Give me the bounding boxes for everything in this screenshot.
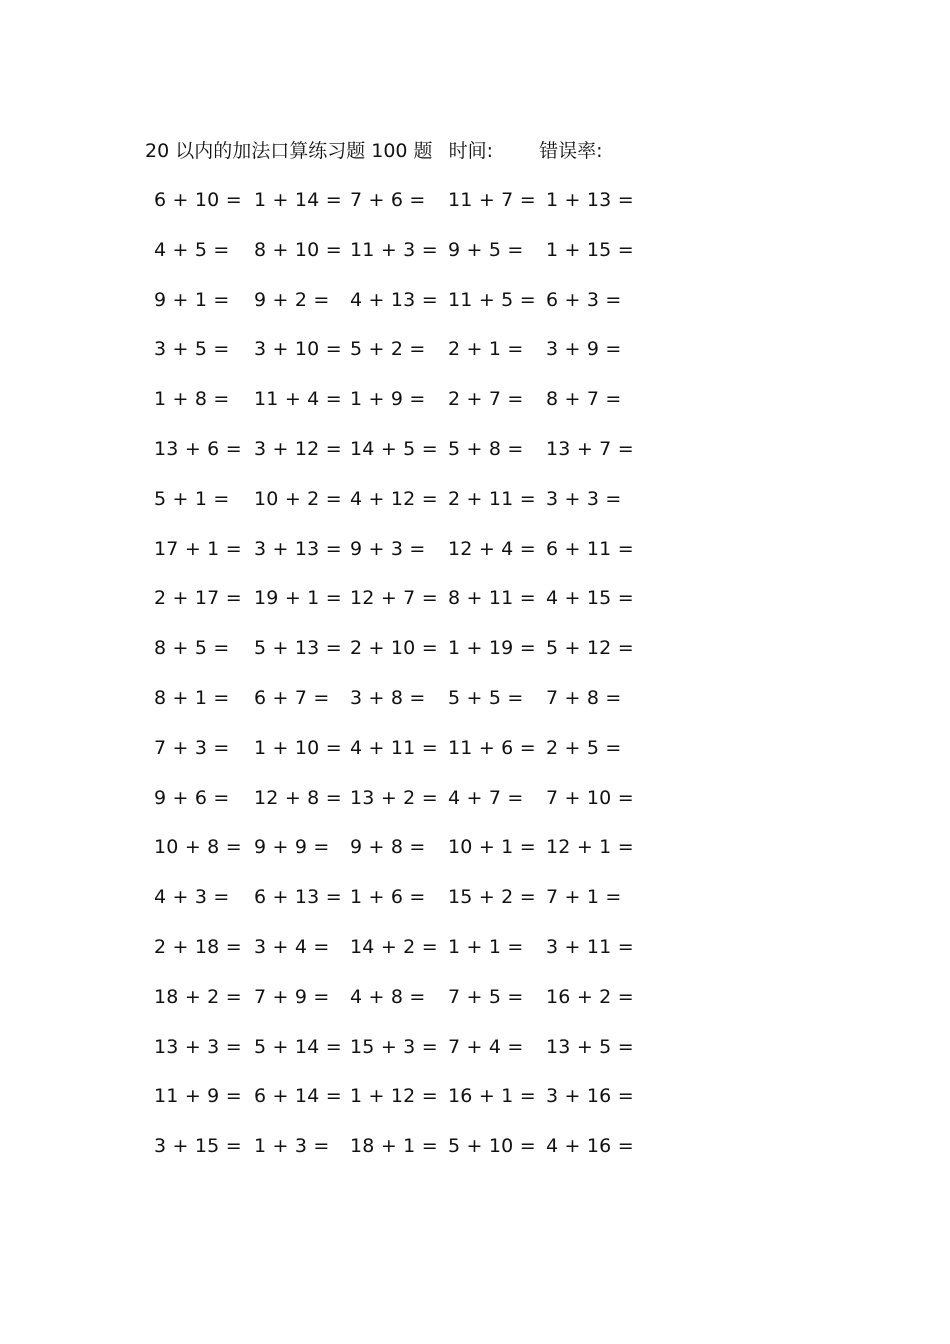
problem-item: 11 + 6 = — [448, 736, 536, 759]
problem-item: 5 + 14 = — [254, 1035, 342, 1058]
problem-item: 5 + 2 = — [350, 338, 426, 361]
problem-item: 15 + 2 = — [448, 886, 536, 909]
problem-item: 4 + 13 = — [350, 288, 438, 311]
problem-item: 3 + 4 = — [254, 935, 330, 958]
problem-item: 11 + 5 = — [448, 288, 536, 311]
problem-item: 19 + 1 = — [254, 587, 342, 610]
problem-item: 11 + 9 = — [154, 1085, 242, 1108]
problem-item: 6 + 13 = — [254, 886, 342, 909]
problem-item: 13 + 2 = — [350, 786, 438, 809]
problem-item: 4 + 7 = — [448, 786, 524, 809]
problem-item: 1 + 6 = — [350, 886, 426, 909]
problem-item: 6 + 7 = — [254, 686, 330, 709]
problem-item: 8 + 1 = — [154, 686, 230, 709]
problem-item: 8 + 5 = — [154, 637, 230, 660]
problem-item: 7 + 10 = — [546, 786, 634, 809]
problem-item: 4 + 3 = — [154, 886, 230, 909]
problem-item: 5 + 8 = — [448, 437, 524, 460]
problem-item: 9 + 1 = — [154, 288, 230, 311]
worksheet-title: 20 以内的加法口算练习题 100 题 — [145, 140, 433, 162]
problem-item: 4 + 16 = — [546, 1135, 634, 1158]
problem-item: 8 + 11 = — [448, 587, 536, 610]
problem-item: 16 + 1 = — [448, 1085, 536, 1108]
problem-item: 9 + 3 = — [350, 537, 426, 560]
problem-item: 13 + 7 = — [546, 437, 634, 460]
problem-item: 13 + 3 = — [154, 1035, 242, 1058]
problem-item: 6 + 14 = — [254, 1085, 342, 1108]
problem-item: 1 + 15 = — [546, 238, 634, 261]
problem-item: 7 + 5 = — [448, 985, 524, 1008]
problem-item: 1 + 9 = — [350, 388, 426, 411]
problem-item: 6 + 10 = — [154, 189, 242, 211]
problem-item: 9 + 5 = — [448, 238, 524, 261]
problem-item: 3 + 15 = — [154, 1135, 242, 1158]
problem-item: 4 + 11 = — [350, 736, 438, 759]
problem-item: 2 + 18 = — [154, 935, 242, 958]
problem-item: 3 + 9 = — [546, 338, 622, 361]
problem-item: 2 + 7 = — [448, 388, 524, 411]
problem-item: 9 + 2 = — [254, 288, 330, 311]
problem-item: 9 + 8 = — [350, 836, 426, 859]
problem-item: 4 + 5 = — [154, 238, 230, 261]
problem-item: 12 + 4 = — [448, 537, 536, 560]
problem-item: 14 + 2 = — [350, 935, 438, 958]
problem-item: 18 + 2 = — [154, 985, 242, 1008]
problem-item: 10 + 2 = — [254, 487, 342, 510]
problem-item: 9 + 6 = — [154, 786, 230, 809]
problem-item: 5 + 5 = — [448, 686, 524, 709]
problem-item: 3 + 16 = — [546, 1085, 634, 1108]
problem-item: 1 + 3 = — [254, 1135, 330, 1158]
problem-item: 6 + 11 = — [546, 537, 634, 560]
problem-item: 2 + 10 = — [350, 637, 438, 660]
problem-item: 5 + 10 = — [448, 1135, 536, 1158]
problem-item: 11 + 4 = — [254, 388, 342, 411]
problem-item: 2 + 5 = — [546, 736, 622, 759]
problem-item: 8 + 7 = — [546, 388, 622, 411]
problem-item: 18 + 1 = — [350, 1135, 438, 1158]
error-rate-label: 错误率: — [539, 140, 603, 162]
problem-item: 7 + 3 = — [154, 736, 230, 759]
problem-item: 7 + 1 = — [546, 886, 622, 909]
problem-item: 2 + 17 = — [154, 587, 242, 610]
problem-item: 4 + 8 = — [350, 985, 426, 1008]
problem-item: 5 + 1 = — [154, 487, 230, 510]
problem-item: 11 + 7 = — [448, 189, 536, 211]
problem-item: 14 + 5 = — [350, 437, 438, 460]
problem-item: 12 + 8 = — [254, 786, 342, 809]
problem-item: 5 + 12 = — [546, 637, 634, 660]
problem-item: 4 + 12 = — [350, 487, 438, 510]
problem-item: 3 + 3 = — [546, 487, 622, 510]
problem-item: 1 + 19 = — [448, 637, 536, 660]
problem-item: 7 + 9 = — [254, 985, 330, 1008]
problem-item: 2 + 11 = — [448, 487, 536, 510]
problem-item: 3 + 5 = — [154, 338, 230, 361]
problem-item: 1 + 8 = — [154, 388, 230, 411]
problem-item: 10 + 1 = — [448, 836, 536, 859]
problem-item: 1 + 14 = — [254, 189, 342, 211]
problem-item: 16 + 2 = — [546, 985, 634, 1008]
problem-item: 13 + 6 = — [154, 437, 242, 460]
problem-item: 3 + 10 = — [254, 338, 342, 361]
problem-item: 4 + 15 = — [546, 587, 634, 610]
time-label: 时间: — [448, 140, 494, 162]
problem-item: 12 + 7 = — [350, 587, 438, 610]
problem-item: 7 + 8 = — [546, 686, 622, 709]
problem-item: 6 + 3 = — [546, 288, 622, 311]
problem-item: 15 + 3 = — [350, 1035, 438, 1058]
problem-item: 12 + 1 = — [546, 836, 634, 859]
problem-item: 3 + 11 = — [546, 935, 634, 958]
problem-item: 1 + 10 = — [254, 736, 342, 759]
problem-item: 5 + 13 = — [254, 637, 342, 660]
problem-item: 7 + 6 = — [350, 189, 426, 211]
problem-item: 3 + 8 = — [350, 686, 426, 709]
problem-item: 1 + 12 = — [350, 1085, 438, 1108]
worksheet-header — [145, 137, 602, 165]
problem-item: 8 + 10 = — [254, 238, 342, 261]
problem-item: 13 + 5 = — [546, 1035, 634, 1058]
problem-item: 7 + 4 = — [448, 1035, 524, 1058]
problem-item: 9 + 9 = — [254, 836, 330, 859]
problem-item: 1 + 1 = — [448, 935, 524, 958]
problem-item: 2 + 1 = — [448, 338, 524, 361]
problem-item: 11 + 3 = — [350, 238, 438, 261]
problem-item: 3 + 12 = — [254, 437, 342, 460]
problem-item: 3 + 13 = — [254, 537, 342, 560]
problem-item: 1 + 13 = — [546, 189, 634, 211]
problem-item: 17 + 1 = — [154, 537, 242, 560]
problem-item: 10 + 8 = — [154, 836, 242, 859]
